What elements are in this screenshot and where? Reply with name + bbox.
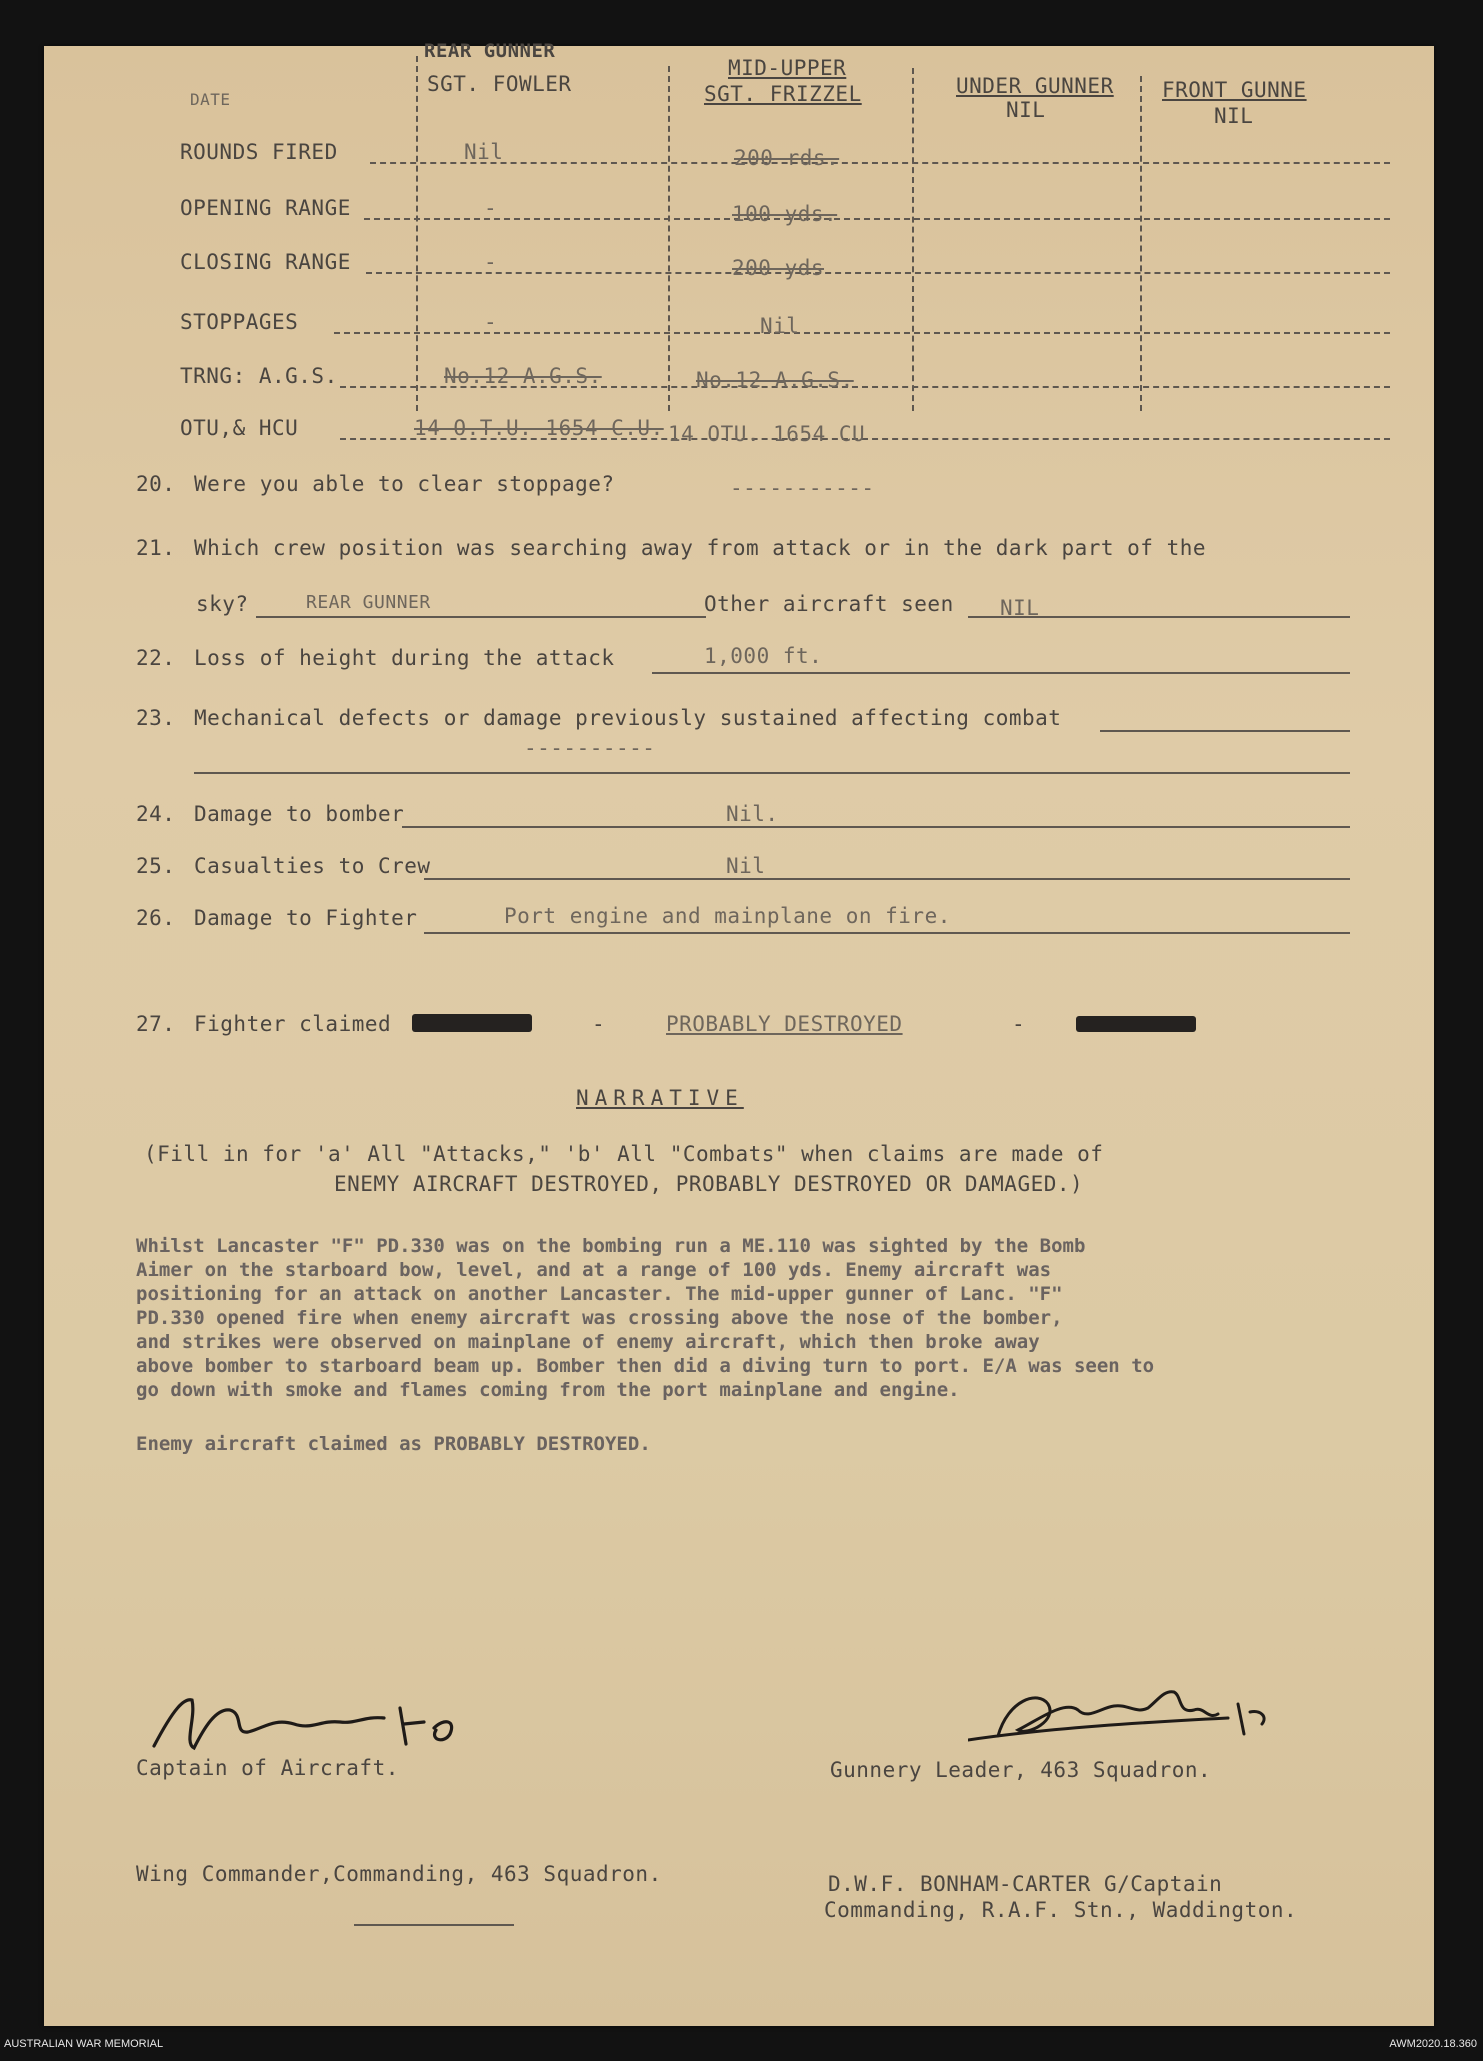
narrative-line: above bomber to starboard beam up. Bomber then did a diving turn to port. E/A was seen to [136, 1355, 1155, 1377]
q27-text: Fighter claimed [194, 1012, 392, 1036]
narrative-instructions: (Fill in for 'a' All "Attacks," 'b' All "Combats" when claims are made of [144, 1142, 1104, 1166]
narrative-line: Whilst Lancaster "F" PD.330 was on the bombing run a ME.110 was sighted by the Bomb [136, 1235, 1086, 1257]
row-label: CLOSING RANGE [180, 250, 351, 274]
row-line [364, 218, 1390, 220]
q24-answer-line [402, 826, 1350, 828]
table-divider [1140, 76, 1142, 411]
narrative-instructions-cont: ENEMY AIRCRAFT DESTROYED, PROBABLY DESTROYED OR DAMAGED.) [334, 1172, 1084, 1196]
narrative-heading: NARRATIVE [576, 1086, 744, 1110]
row-rear-value: Nil [464, 140, 504, 164]
row-label: TRNG: A.G.S. [180, 364, 338, 388]
col-rear-heading: REAR GUNNER [424, 40, 556, 62]
q25-answer-line [424, 878, 1350, 880]
q27-number: 27. [136, 1012, 176, 1036]
col-under-heading: UNDER GUNNER [956, 74, 1114, 98]
q23-answer: ---------- [524, 736, 656, 760]
q21-answer: REAR GUNNER [306, 592, 431, 613]
row-label: OTU,& HCU [180, 416, 299, 440]
q26-answer-line [424, 932, 1350, 934]
row-rear-value: No.12 A.G.S. [444, 364, 602, 388]
col-rear-name: SGT. FOWLER [427, 72, 572, 96]
q21-text: Which crew position was searching away from attack or in the dark part of the [194, 536, 1207, 560]
q27-dash: - [592, 1012, 606, 1036]
row-label: STOPPAGES [180, 310, 299, 334]
redaction-mark [1076, 1016, 1196, 1032]
col-mid-name: SGT. FRIZZEL [704, 82, 862, 106]
row-mid-value: 200 rds. [734, 146, 840, 170]
q27-answer: PROBABLY DESTROYED [666, 1012, 903, 1036]
q22-answer-line [652, 672, 1350, 674]
q23-answer-line [1100, 730, 1350, 732]
row-rear-value: - [484, 250, 498, 274]
q25-number: 25. [136, 854, 176, 878]
station-commander-name: D.W.F. BONHAM-CARTER G/Captain [828, 1872, 1223, 1896]
q26-answer: Port engine and mainplane on fire. [504, 904, 951, 928]
gunnery-label: Gunnery Leader, 463 Squadron. [830, 1758, 1212, 1782]
row-line [366, 272, 1390, 274]
q25-answer: Nil [726, 854, 766, 878]
redaction-mark [412, 1014, 532, 1032]
table-corner-label: DATE [190, 90, 231, 109]
col-front-name: NIL [1214, 104, 1254, 128]
q22-number: 22. [136, 646, 176, 670]
row-rear-value: - [484, 196, 498, 220]
q22-text: Loss of height during the attack [194, 646, 615, 670]
gunnery-signature [968, 1670, 1298, 1750]
row-mid-value: No.12 A.G.S. [696, 368, 854, 392]
document-page [44, 40, 1434, 2026]
captain-signature [144, 1688, 484, 1758]
narrative-claim: Enemy aircraft claimed as PROBABLY DESTROYED. [136, 1433, 651, 1455]
narrative-line: Aimer on the starboard bow, level, and at a range of 100 yds. Enemy aircraft was [136, 1259, 1052, 1281]
narrative-line: PD.330 opened fire when enemy aircraft was crossing above the nose of the bomber, [136, 1307, 1063, 1329]
q20-number: 20. [136, 472, 176, 496]
row-line [370, 162, 1390, 164]
q26-text: Damage to Fighter [194, 906, 418, 930]
row-rear-value: 14 O.T.U. 1654 C.U. [414, 416, 664, 440]
table-divider [668, 66, 670, 411]
q23-continuation-line [194, 772, 1350, 774]
row-label: ROUNDS FIRED [180, 140, 338, 164]
q22-answer: 1,000 ft. [704, 644, 823, 668]
wing-commander-label: Wing Commander,Commanding, 463 Squadron. [136, 1862, 662, 1886]
q24-text: Damage to bomber [194, 802, 405, 826]
table-divider [416, 56, 418, 411]
row-mid-value: 100 yds. [732, 202, 838, 226]
q23-text: Mechanical defects or damage previously sustained affecting combat [194, 706, 1062, 730]
q21-answer-line [256, 616, 706, 618]
row-mid-value: 200 yds [732, 256, 825, 280]
q25-text: Casualties to Crew [194, 854, 431, 878]
row-mid-value: Nil [760, 314, 800, 338]
q21-other-answer: NIL [1000, 596, 1040, 620]
col-under-name: NIL [1006, 98, 1046, 122]
q24-number: 24. [136, 802, 176, 826]
row-label: OPENING RANGE [180, 196, 351, 220]
q21-number: 21. [136, 536, 176, 560]
q24-answer: Nil. [726, 802, 779, 826]
narrative-line: and strikes were observed on mainplane of enemy aircraft, which then broke away [136, 1331, 1040, 1353]
q26-number: 26. [136, 906, 176, 930]
row-rear-value: - [484, 310, 498, 334]
station-commander-label: Commanding, R.A.F. Stn., Waddington. [824, 1898, 1298, 1922]
row-mid-value: 14 OTU. 1654 CU [668, 422, 866, 446]
q20-answer: ----------- [730, 476, 875, 500]
col-front-heading: FRONT GUNNE [1162, 78, 1307, 102]
table-divider [912, 68, 914, 411]
q20-text: Were you able to clear stoppage? [194, 472, 615, 496]
col-mid-heading: MID-UPPER [728, 56, 847, 80]
narrative-line: positioning for an attack on another Lancaster. The mid-upper gunner of Lanc. "F" [136, 1283, 1063, 1305]
q21-other-label: Other aircraft seen [704, 592, 954, 616]
captain-label: Captain of Aircraft. [136, 1756, 399, 1780]
q23-number: 23. [136, 706, 176, 730]
wing-commander-line [354, 1924, 514, 1926]
q27-dash: - [1012, 1012, 1026, 1036]
footer-accession-number: AWM2020.18.360 [1389, 2038, 1477, 2050]
narrative-line: go down with smoke and flames coming from the port mainplane and engine. [136, 1379, 960, 1401]
footer-archive-label: AUSTRALIAN WAR MEMORIAL [4, 2038, 164, 2050]
q21-text-cont: sky? [196, 592, 249, 616]
